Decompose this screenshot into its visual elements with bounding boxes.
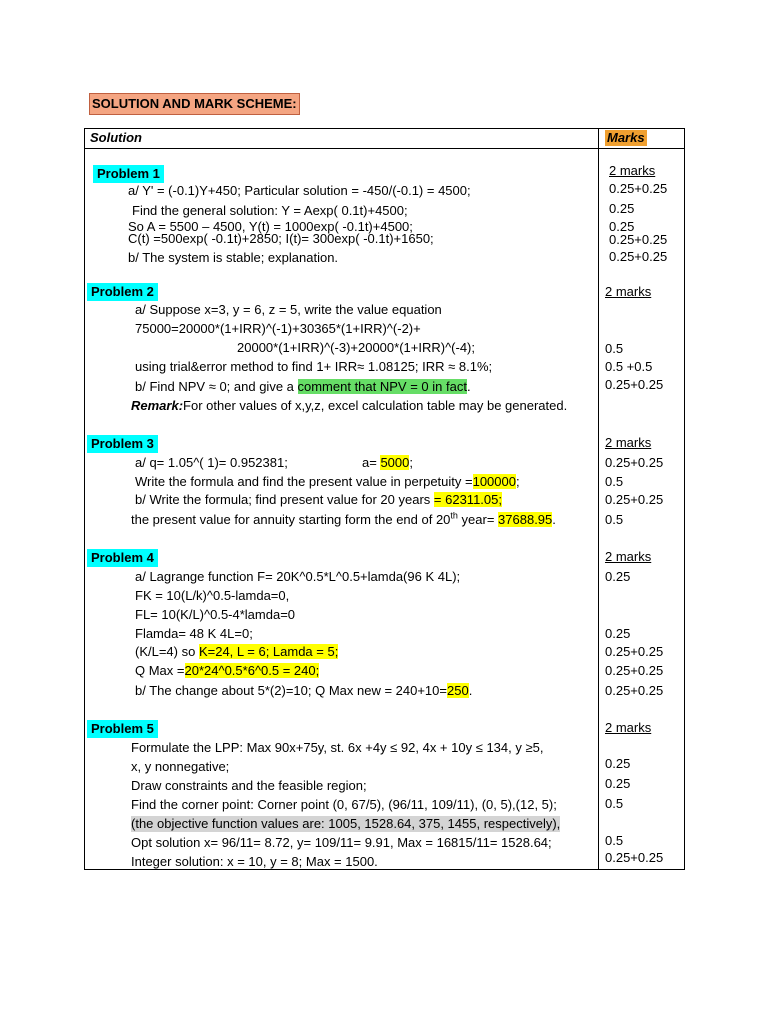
- problem-1-line: a/ Y' = (-0.1)Y+450; Particular solution = -450/(-0.1) = 4500;: [128, 183, 471, 198]
- problem-4-line: (K/L=4) so K=24, L = 6; Lamda = 5;: [135, 644, 339, 659]
- npv-comment-highlight: comment that NPV = 0 in fact: [297, 379, 467, 394]
- problem-4-mark: 0.25+0.25: [605, 644, 664, 659]
- problem-4-line: Q Max =20*24^0.5*6^0.5 = 240;: [135, 663, 320, 678]
- problem-1-mark: 0.25: [609, 201, 635, 216]
- problem-2-mark: 0.5: [605, 341, 624, 356]
- solution-column-header: Solution: [90, 130, 142, 145]
- marks-column-header: Marks: [607, 130, 645, 145]
- problem-2-mark: 0.25+0.25: [605, 377, 664, 392]
- problem-4-line: a/ Lagrange function F= 20K^0.5*L^0.5+lamda(96 K 4L);: [135, 569, 461, 584]
- problem-4-line: Flamda= 48 K 4L=0;: [135, 626, 253, 641]
- problem-2-line: b/ Find NPV ≈ 0; and give a comment that NPV = 0 in fact.: [135, 379, 471, 394]
- problem-4-mark: 0.25: [605, 626, 631, 641]
- problem-2-remark: Remark:For other values of x,y,z, excel calculation table may be generated.: [131, 398, 568, 413]
- problem-4-marks-total: 2 marks: [605, 549, 652, 564]
- problem-1-mark: 0.25+0.25: [609, 249, 668, 264]
- problem-3-line: a/ q= 1.05^( 1)= 0.952381;: [135, 455, 288, 470]
- problem-1-marks-total: 2 marks: [609, 163, 656, 178]
- problem-2-line: 20000*(1+IRR)^(-3)+20000*(1+IRR)^(-4);: [237, 340, 475, 355]
- problem-3-mark: 0.5: [605, 474, 624, 489]
- problem-5-line: Draw constraints and the feasible region;: [131, 778, 367, 793]
- problem-1-line: b/ The system is stable; explanation.: [128, 250, 339, 265]
- problem-5-mark: 0.25: [605, 756, 631, 771]
- problem-1-line: Find the general solution: Y = Aexp( 0.1t)+4500;: [132, 203, 408, 218]
- problem-5-marks-total: 2 marks: [605, 720, 652, 735]
- problem-2-label: Problem 2: [87, 283, 158, 301]
- problem-1-mark: 0.25+0.25: [609, 232, 668, 247]
- column-divider: [598, 128, 599, 870]
- problem-3-line: a= 5000;: [362, 455, 413, 470]
- problem-5-mark: 0.5: [605, 796, 624, 811]
- problem-2-line: 75000=20000*(1+IRR)^(-1)+30365*(1+IRR)^(-2)+: [135, 321, 421, 336]
- problem-3-line: b/ Write the formula; find present value for 20 years = 62311.05;: [135, 492, 502, 507]
- problem-1-line: So A = 5500 – 4500, Y(t) = 1000exp( -0.1t)+4500;: [128, 219, 413, 234]
- problem-4-line: b/ The change about 5*(2)=10; Q Max new = 240+10=250.: [135, 683, 473, 698]
- problem-3-line: the present value for annuity starting form the end of 20th year= 37688.95.: [131, 510, 556, 527]
- problem-5-label: Problem 5: [87, 720, 158, 738]
- problem-3-label: Problem 3: [87, 435, 158, 453]
- problem-3-mark: 0.5: [605, 512, 624, 527]
- problem-5-line: Find the corner point: Corner point (0, 67/5), (96/11, 109/11), (0, 5),(12, 5);: [131, 797, 557, 812]
- problem-3-mark: 0.25+0.25: [605, 492, 664, 507]
- problem-4-mark: 0.25: [605, 569, 631, 584]
- problem-5-line: x, y nonnegative;: [131, 759, 230, 774]
- problem-3-marks-total: 2 marks: [605, 435, 652, 450]
- problem-3-line: Write the formula and find the present value in perpetuity =100000;: [135, 474, 520, 489]
- problem-2-marks-total: 2 marks: [605, 284, 652, 299]
- problem-1-line: C(t) =500exp( -0.1t)+2850; I(t)= 300exp( -0.1t)+1650;: [128, 231, 434, 246]
- problem-2-line: using trial&error method to find 1+ IRR≈ 1.08125; IRR ≈ 8.1%;: [135, 359, 493, 374]
- problem-1-mark: 0.25+0.25: [609, 181, 668, 196]
- problem-5-line: Opt solution x= 96/11= 8.72, y= 109/11= 9.91, Max = 16815/11= 1528.64;: [131, 835, 552, 850]
- problem-1-label: Problem 1: [93, 165, 164, 183]
- problem-2-mark: 0.5 +0.5: [605, 359, 653, 374]
- problem-4-mark: 0.25+0.25: [605, 663, 664, 678]
- problem-5-mark: 0.5: [605, 833, 624, 848]
- problem-4-mark: 0.25+0.25: [605, 683, 664, 698]
- header-divider: [84, 148, 685, 149]
- problem-2-line: a/ Suppose x=3, y = 6, z = 5, write the value equation: [135, 302, 442, 317]
- document-title: SOLUTION AND MARK SCHEME:: [89, 93, 300, 115]
- problem-4-line: FK = 10(L/k)^0.5-lamda=0,: [135, 588, 290, 603]
- problem-5-mark: 0.25+0.25: [605, 850, 664, 865]
- problem-5-line: Formulate the LPP: Max 90x+75y, st. 6x +4y ≤ 92, 4x + 10y ≤ 134, y ≥5,: [131, 740, 544, 755]
- problem-3-mark: 0.25+0.25: [605, 455, 664, 470]
- problem-5-mark: 0.25: [605, 776, 631, 791]
- problem-5-line: (the objective function values are: 1005, 1528.64, 375, 1455, respectively),: [131, 816, 561, 831]
- problem-4-label: Problem 4: [87, 549, 158, 567]
- problem-5-line: Integer solution: x = 10, y = 8; Max = 1500.: [131, 854, 378, 869]
- problem-1-mark: 0.25: [609, 219, 635, 234]
- problem-4-line: FL= 10(K/L)^0.5-4*lamda=0: [135, 607, 296, 622]
